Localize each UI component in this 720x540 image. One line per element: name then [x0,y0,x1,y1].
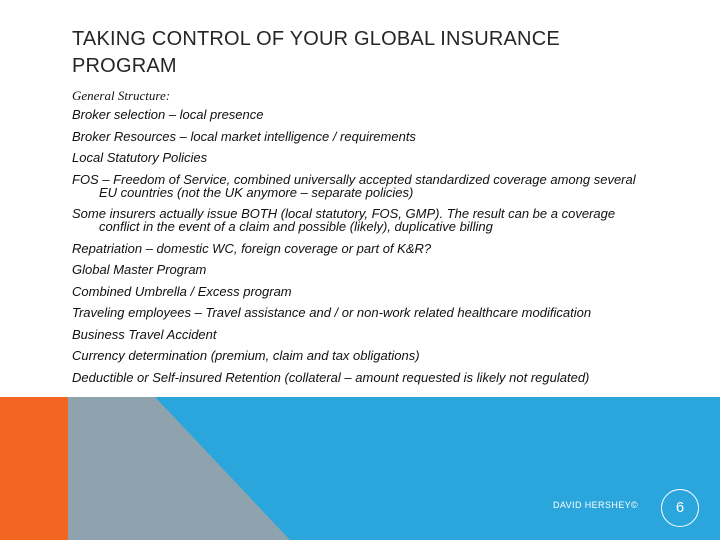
slide-title: TAKING CONTROL OF YOUR GLOBAL INSURANCE PROGRAM [72,28,560,77]
list-item: Some insurers actually issue BOTH (local statutory, FOS, GMP). The result can be a coverage conflict in the event of a claim and possible (likely), duplicative billing [72,206,616,234]
list-item: Broker selection – local presence [72,107,264,122]
list-item: Combined Umbrella / Excess program [72,283,292,299]
list-item: Currency determination (premium, claim and tax obligations) [72,348,420,363]
list-item: Deductible or Self-insured Retention (collateral – amount requested is likely not regulated) [72,369,590,385]
list-item: Global Master Program [72,262,207,277]
bullet-list [72,108,647,392]
list-item: Local Statutory Policies [72,150,208,165]
footer-author: DAVID HERSHEY© [553,500,639,510]
page-number-badge: 6 [661,489,699,527]
list-item: Traveling employees – Travel assistance and / or non-work related healthcare modification [72,305,592,320]
list-item: Broker Resources – local market intelligence / requirements [72,128,416,144]
list-item: FOS – Freedom of Service, combined universally accepted standardized coverage among several EU countries (not the UK anymore – separate policies) [72,171,636,200]
list-item: Business Travel Accident [72,326,217,342]
section-heading: General Structure: [72,88,171,103]
list-item: Repatriation – domestic WC, foreign coverage or part of K&R? [72,240,432,256]
